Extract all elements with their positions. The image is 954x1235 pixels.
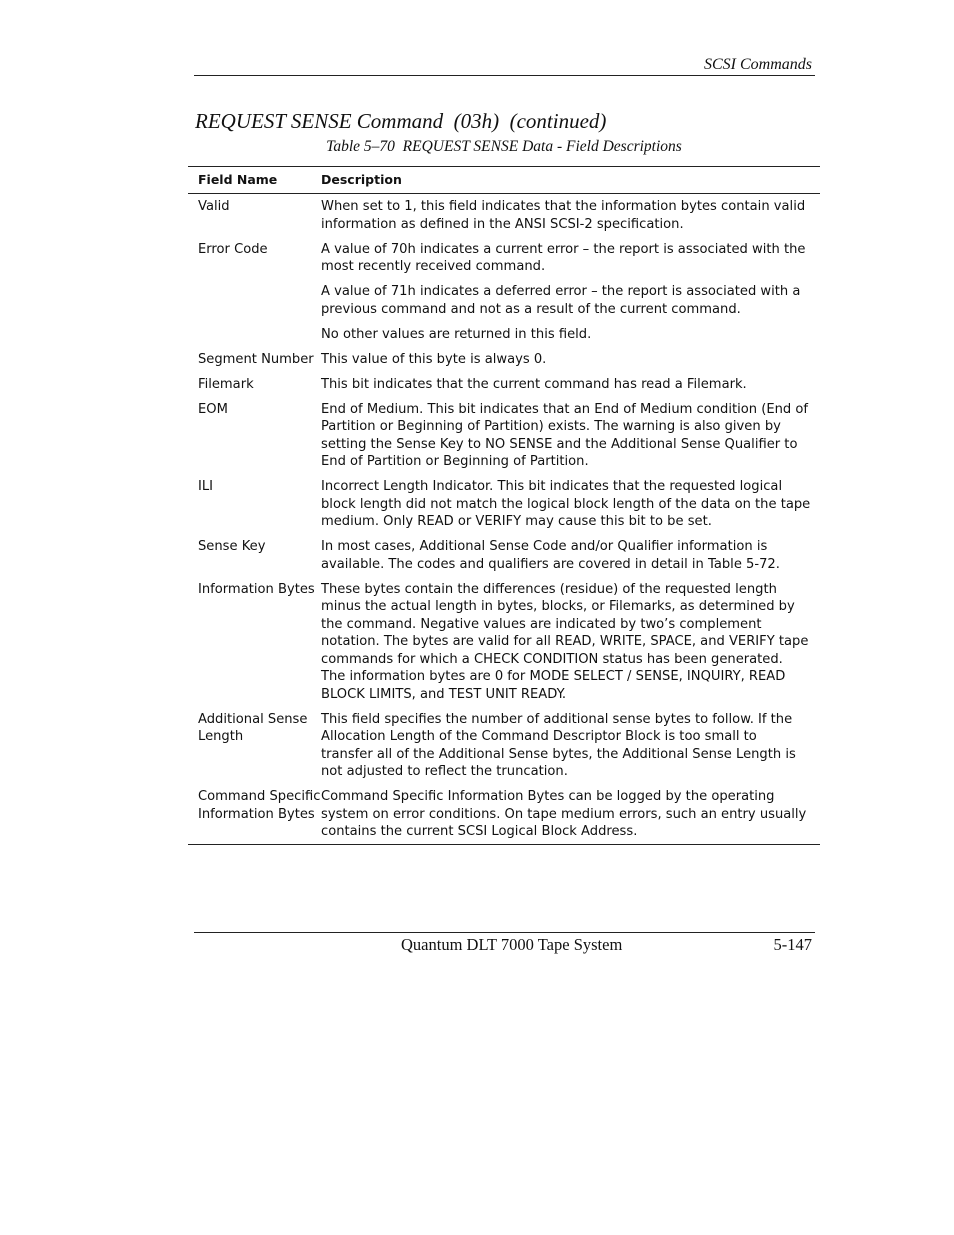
table-body (188, 194, 820, 844)
field-name-cell: Valid (198, 199, 230, 214)
page-footer (194, 932, 815, 954)
field-name-cell: Segment Number (198, 351, 314, 367)
description-paragraph: A value of 70h indicates a current error – the report is associated with the most recently received command. (321, 241, 806, 274)
table-row (188, 376, 820, 401)
description-paragraph: This value of this byte is always 0. (321, 351, 547, 367)
field-name-cell: ILI (198, 479, 214, 494)
field-name-cell: Filemark (198, 376, 254, 392)
field-descriptions-table (188, 166, 820, 845)
table-row (188, 198, 820, 241)
field-name-cell: Sense Key (198, 539, 266, 554)
table-row (188, 711, 820, 789)
description-paragraph: No other values are returned in this field. (321, 326, 592, 342)
running-header (194, 55, 815, 76)
table-row (188, 401, 820, 479)
description-paragraph: When set to 1, this field indicates that the information bytes contain valid information as defined in the ANSI SCSI-2 specification. (321, 199, 806, 232)
field-name-cell: EOM (198, 401, 228, 417)
description-cell (321, 376, 811, 401)
table-row (188, 538, 820, 581)
description-cell (321, 711, 811, 789)
description-cell (321, 788, 811, 841)
description-cell (321, 538, 811, 581)
description-paragraph: Incorrect Length Indicator. This bit indicates that the requested logical block length did not match the logical block length of the data on the tape medium. Only READ or VERIFY may cause this bit to be set. (321, 479, 811, 529)
column-header-description: Description (321, 172, 402, 188)
description-cell (321, 351, 811, 376)
footer-page-number: 5-147 (773, 935, 812, 954)
table-row (188, 788, 820, 841)
description-paragraph: These bytes contain the differences (residue) of the requested length minus the actual length in bytes, blocks, or Filemarks, as determined by the command. Negative values are indicated by two’s complement notation. The bytes are valid for all READ, WRITE, SPACE, and VERIFY tape commands for which a CHECK CONDITION status has been generated. The information bytes are 0 for MODE SELECT / SENSE, INQUIRY, READ BLOCK LIMITS, and TEST UNIT READY. (321, 581, 809, 702)
description-paragraph: Command Specific Information Bytes can be logged by the operating system on error conditions. On tape medium errors, such an entry usually contains the current SCSI Logical Block Address. (321, 789, 807, 839)
description-paragraph: This bit indicates that the current command has read a Filemark. (321, 376, 747, 392)
description-paragraph: A value of 71h indicates a deferred error – the report is associated with a previous command and not as a result of the current command. (321, 284, 801, 317)
table-row (188, 478, 820, 538)
field-name-cell: Command Specific Information Bytes (198, 789, 321, 822)
section-title: REQUEST SENSE Command (03h) (continued) (195, 109, 607, 133)
table-header-row (188, 167, 820, 194)
table-row (188, 581, 820, 711)
footer-document-title: Quantum DLT 7000 Tape System (401, 935, 623, 954)
description-paragraph: In most cases, Additional Sense Code and/or Qualifier information is available. The codes and qualifiers are covered in detail in Table 5-72. (321, 539, 780, 572)
field-name-cell: Error Code (198, 241, 268, 257)
header-section-label: SCSI Commands (703, 56, 812, 73)
description-cell (321, 241, 811, 351)
table-caption: Table 5–70 REQUEST SENSE Data - Field Descriptions (326, 138, 682, 155)
description-cell (321, 198, 811, 241)
field-name-cell: Information Bytes (198, 581, 315, 597)
field-name-cell: Additional Sense Length (198, 711, 308, 744)
description-cell (321, 478, 811, 538)
description-cell (321, 401, 811, 479)
description-cell (321, 581, 811, 711)
description-paragraph: This field specifies the number of additional sense bytes to follow. If the Allocation Length of the Command Descriptor Block is too small to transfer all of the Additional Sense bytes, the Additional Sense Length is not adjusted to reflect the truncation. (321, 711, 796, 779)
description-paragraph: End of Medium. This bit indicates that an End of Medium condition (End of Partition or Beginning of Partition) exists. The warning is also given by setting the Sense Key to NO SENSE and the Additional Sense Qualifier to End of Partition or Beginning of Partition. (321, 401, 809, 469)
column-header-field-name: Field Name (198, 172, 278, 188)
table-row (188, 241, 820, 351)
table-row (188, 351, 820, 376)
